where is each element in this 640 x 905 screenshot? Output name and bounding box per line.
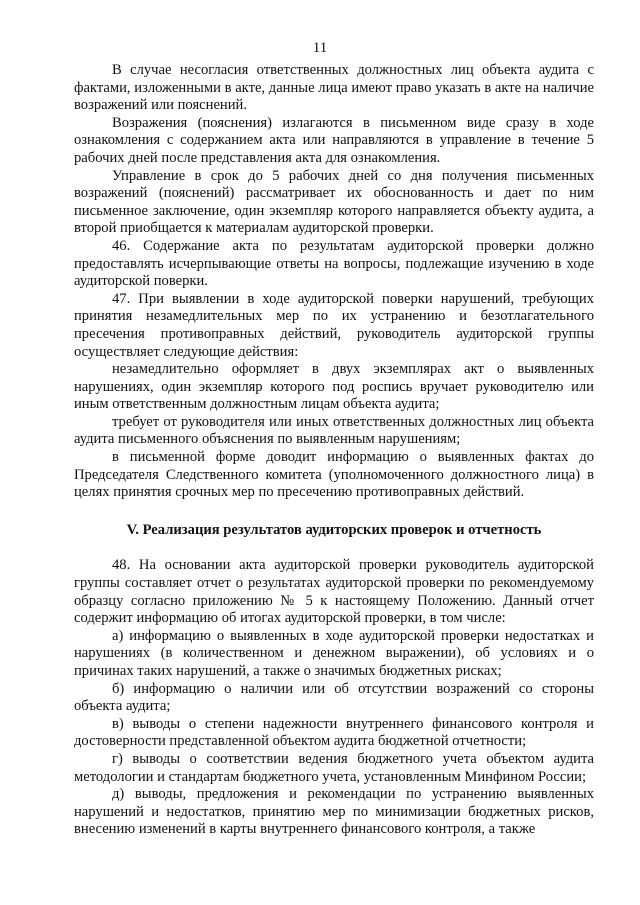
- section-heading: V. Реализация результатов аудиторских проверок и отчетность: [126, 521, 542, 538]
- paragraph-item-48-g: г) выводы о соответствии ведения бюджетного учета объектом аудита методологии и стандартам бюджетного учета, установленным Минфином России;: [74, 750, 594, 785]
- paragraph-action-explanation: требует от руководителя или иных ответственных должностных лиц объекта аудита письменного объяснения по выявленным нарушениям;: [74, 413, 594, 448]
- paragraph-item-48-v: в) выводы о степени надежности внутреннего финансового контроля и достоверности представленной объектом аудита бюджетной отчетности;: [74, 715, 594, 750]
- paragraph-item-48-a: а) информацию о выявленных в ходе аудиторской проверки недостатках и нарушениях (в количественном и денежном выражении), об условиях и о причинах таких нарушений, а также о значимых бюджетных рисках;: [74, 627, 594, 679]
- paragraph-item-48-b: б) информацию о наличии или об отсутствии возражений со стороны объекта аудита;: [74, 680, 594, 715]
- paragraph-item-48: 48. На основании акта аудиторской проверки руководитель аудиторской группы составляет отчет о результатах аудиторской проверки по рекомендуемому образцу согласно приложению № 5 к настоящему Положению. Данный отчет содержит информацию об итогах аудиторской проверки, в том числе:: [74, 557, 594, 627]
- paragraph-objection-review: Управление в срок до 5 рабочих дней со дня получения письменных возражений (пояснений) рассматривает их обоснованность и дает по ним письменное заключение, один экземпляр которого направляется объекту аудита, а второй приобщается к материалам аудиторской проверки.: [74, 167, 594, 237]
- paragraph-objection-right: В случае несогласия ответственных должностных лиц объекта аудита с фактами, изложенными в акте, данные лица имеют право указать в акте на наличие возражений или пояснений.: [74, 62, 594, 114]
- document-body: [74, 62, 594, 839]
- paragraph-action-report: в письменной форме доводит информацию о выявленных фактах до Председателя Следственного комитета (уполномоченного должностного лица) в целях принятия срочных мер по пресечению противоправных действий.: [74, 449, 594, 501]
- paragraph-item-46: 46. Содержание акта по результатам аудиторской проверки должно предоставлять исчерпывающие ответы на вопросы, подлежащие изучению в ходе аудиторской поверки.: [74, 237, 594, 290]
- paragraph-action-act: незамедлительно оформляет в двух экземплярах акт о выявленных нарушениях, один экземпляр которого под роспись вручает руководителю или иным ответственным должностным лицам объекта аудита;: [74, 361, 594, 413]
- paragraph-item-48-d: д) выводы, предложения и рекомендации по устранению выявленных нарушений и недостатков, принятию мер по минимизации бюджетных рисков, внесению изменений в карты внутреннего финансового контроля, а также: [74, 786, 594, 838]
- paragraph-objection-form: Возражения (пояснения) излагаются в письменном виде сразу в ходе ознакомления с содержанием акта или направляются в управление в течение 5 рабочих дней после представления акта для ознакомления.: [74, 114, 594, 166]
- paragraph-item-47: 47. При выявлении в ходе аудиторской поверки нарушений, требующих принятия незамедлительных мер по их устранению и безотлагательного пресечения противоправных действий, руководитель аудиторской группы осуществляет следующие действия:: [74, 290, 594, 360]
- page-number: 11: [312, 40, 328, 56]
